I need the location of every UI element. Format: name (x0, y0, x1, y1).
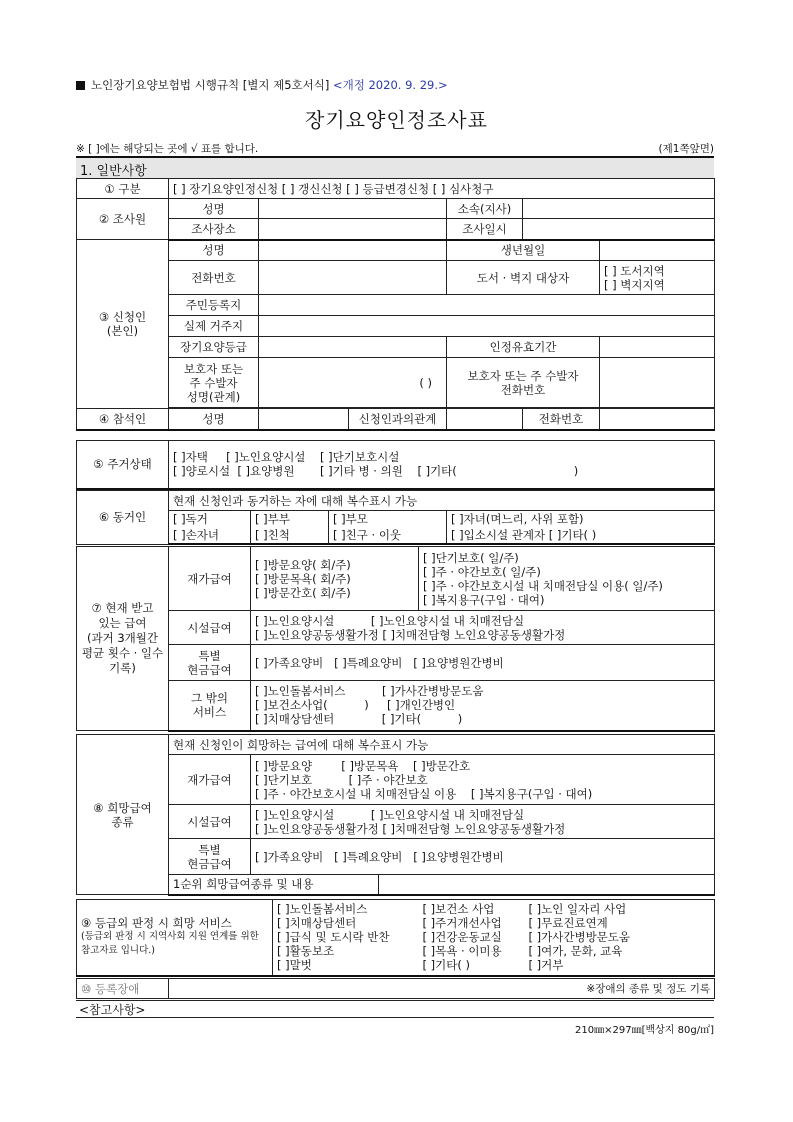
rrn-field[interactable] (259, 295, 715, 316)
label-desired-benefit: ⑧ 희망급여 종류 (77, 735, 169, 895)
current-benefit-table (76, 546, 715, 732)
opt-friends[interactable]: [ ]친구 · 이웃 (329, 527, 447, 544)
non-grade-col-3[interactable] (525, 900, 715, 976)
label-current-benefit: ⑦ 현재 받고 있는 급여 (과거 3개월간 평균 횟수 · 일수 기록) (77, 547, 169, 731)
label-attendee: ④ 참석인 (77, 409, 169, 430)
rule-ref: 노인장기요양보험법 시행규칙 [별지 제5호서식] (91, 78, 330, 92)
relation-field[interactable] (447, 409, 523, 430)
cohabitant-table (76, 490, 715, 545)
non-grade-table (76, 899, 715, 977)
home-care-right[interactable] (419, 547, 715, 611)
label-attendee-phone: 전화번호 (523, 409, 600, 430)
non-grade-title: ⑨ 등급외 판정 시 희망 서비스 (81, 916, 232, 931)
island-opt-2[interactable]: [ ] 벽지지역 (604, 277, 665, 292)
facility-line-2[interactable]: [ ]노인요양공동생활가정 [ ]치매전담형 노인요양공동생활가정 (255, 627, 566, 642)
ng-1-5[interactable]: [ ]말벗 (277, 958, 312, 973)
label-cash: 특별 현금급여 (169, 645, 251, 681)
opt-parents[interactable]: [ ]부모 (329, 511, 447, 528)
home-right-1[interactable]: [ ]단기보호( 일/주) (423, 550, 519, 565)
ng-3-2[interactable]: [ ]무료진료연계 (528, 916, 608, 931)
opt-children[interactable]: [ ]자녀(며느리, 사위 포함) (447, 511, 715, 528)
home-care-left[interactable] (251, 547, 419, 611)
disability-note: ※장애의 종류 및 정도 기록 (586, 982, 710, 995)
first-priority-field[interactable] (379, 875, 715, 895)
place-field[interactable] (259, 219, 447, 240)
affiliation-field[interactable] (523, 199, 715, 219)
other-line-1[interactable]: [ ]노인돌봄서비스 [ ]가사간병방문도움 (255, 684, 484, 699)
label-housing: ⑤ 주거상태 (77, 441, 169, 489)
opt-grandchildren[interactable]: [ ]손자녀 (169, 527, 251, 544)
label-desired-facility: 시설급여 (169, 805, 251, 839)
desired-facility-options[interactable] (251, 805, 715, 839)
opt-facility-other[interactable]: [ ]입소시설 관계자 [ ]기타( ) (447, 527, 715, 544)
label-cohabitant: ⑥ 동거인 (77, 491, 169, 545)
label-first-priority: 1순위 희망급여종류 및 내용 (169, 875, 379, 895)
ng-2-5[interactable]: [ ]기타( ) (422, 958, 470, 973)
residence-table (76, 440, 715, 490)
label-affiliation: 소속(지사) (447, 199, 523, 219)
residence-field[interactable] (259, 316, 715, 337)
non-grade-col-2[interactable] (419, 900, 525, 976)
ng-2-1[interactable]: [ ]보건소 사업 (422, 902, 495, 917)
cohabitant-header: 현재 신청인과 동거하는 자에 대해 복수표시 가능 (169, 491, 715, 511)
disability-table (76, 978, 715, 999)
cash-options[interactable]: [ ]가족요양비 [ ]특례요양비 [ ]요양병원간병비 (251, 645, 715, 681)
note-text: ※ [ ]에는 해당되는 곳에 √ 표를 합니다. (76, 143, 259, 155)
ng-2-4[interactable]: [ ]목욕 · 이미용 (422, 944, 502, 959)
ng-1-1[interactable]: [ ]노인돌봄서비스 (277, 902, 368, 917)
attendee-phone-field[interactable] (600, 409, 715, 430)
label-residence: 실제 거주지 (169, 316, 259, 337)
facility-options[interactable] (251, 611, 715, 645)
ng-1-2[interactable]: [ ]치매상담센터 (277, 916, 357, 931)
label-valid: 인정유효기간 (447, 337, 600, 358)
desired-benefit-table (76, 734, 715, 896)
other-line-2[interactable]: [ ]보건소사업( ) [ ]개인간병인 (255, 698, 456, 713)
label-applicant: ③ 신청인 (본인) (77, 240, 169, 409)
inv-name-field[interactable] (259, 199, 447, 219)
label-birth: 생년월일 (447, 240, 600, 261)
ng-3-5[interactable]: [ ]거부 (528, 958, 564, 973)
phone-field[interactable] (259, 261, 447, 295)
desired-home-3[interactable]: [ ]주 · 야간보호시설 내 치매전담실 이용 [ ]복지용구(구입 · 대여) (255, 786, 593, 801)
reference-notes: <참고사항> (76, 1000, 714, 1018)
label-grade: 장기요양등급 (169, 337, 259, 358)
non-grade-sub: (등급외 판정 시 지역사회 지원 연계를 위한 참고자료 입니다.) (81, 931, 259, 957)
desired-header: 현재 신청인이 희망하는 급여에 대해 복수표시 가능 (169, 735, 715, 755)
label-phone: 전화번호 (169, 261, 259, 295)
desired-home-1[interactable]: [ ]방문요양 [ ]방문목욕 [ ]방문간호 (255, 758, 471, 773)
home-left-3[interactable]: [ ]방문간호( 회/주) (255, 585, 351, 600)
desired-home-options[interactable] (251, 755, 715, 805)
section-general: 1. 일반사항 (76, 156, 714, 178)
desired-facility-2[interactable]: [ ]노인요양공동생활가정 [ ]치매전담형 노인요양공동생활가정 (255, 821, 566, 836)
guardian-field[interactable] (259, 358, 447, 408)
label-category: ① 구분 (77, 179, 169, 199)
desired-cash-options[interactable]: [ ]가족요양비 [ ]특례요양비 [ ]요양병원간병비 (251, 839, 715, 875)
home-right-4[interactable]: [ ]복지용구(구입 · 대여) (423, 592, 545, 607)
opt-alone[interactable]: [ ]독거 (169, 511, 251, 528)
label-desired-cash: 특별 현금급여 (169, 839, 251, 875)
relation-paren: ( ) (419, 375, 432, 390)
label-inv-name: 성명 (169, 199, 259, 219)
home-right-3[interactable]: [ ]주 · 야간보호시설 내 치매전담실 이용( 일/주) (423, 578, 663, 593)
page-title: 장기요양인정조사표 (305, 108, 488, 132)
ng-1-3[interactable]: [ ]급식 및 도시락 반찬 (277, 930, 390, 945)
valid-field[interactable] (600, 337, 715, 358)
square-bullet-icon (76, 81, 85, 90)
home-left-2[interactable]: [ ]방문목욕( 회/주) (255, 571, 351, 586)
ng-3-1[interactable]: [ ]노인 일자리 사업 (528, 902, 627, 917)
instruction-note (76, 141, 714, 156)
page-side: (제1쪽앞면) (658, 143, 714, 155)
revision-date: <개정 2020. 9. 29.> (332, 78, 448, 92)
ng-3-3[interactable]: [ ]가사간병방문도움 (528, 930, 630, 945)
label-non-grade (77, 900, 273, 976)
guardian-phone-field[interactable] (600, 358, 715, 408)
island-options[interactable] (600, 261, 715, 295)
attendee-name-field[interactable] (259, 409, 349, 430)
label-facility: 시설급여 (169, 611, 251, 645)
facility-line-1[interactable]: [ ]노인요양시설 [ ]노인요양시설 내 치매전담실 (255, 613, 525, 628)
island-opt-1[interactable]: [ ] 도서지역 (604, 263, 665, 278)
label-desired-home: 재가급여 (169, 755, 251, 805)
label-home-care: 재가급여 (169, 547, 251, 611)
other-line-3[interactable]: [ ]치매상담센터 [ ]기타( ) (255, 712, 463, 727)
home-left-1[interactable]: [ ]방문요양( 회/주) (255, 557, 351, 572)
form-header (76, 77, 448, 93)
category-options[interactable]: [ ] 장기요양인정신청 [ ] 갱신신청 [ ] 등급변경신청 [ ] 심사청구 (169, 179, 715, 199)
paper-spec: 210㎜×297㎜[백상지 80g/㎡] (575, 1025, 714, 1036)
housing-options[interactable] (169, 441, 715, 489)
label-guardian-phone: 보호자 또는 주 수발자 전화번호 (447, 358, 600, 408)
ng-2-2[interactable]: [ ]주거개선사업 (422, 916, 502, 931)
disability-field[interactable] (169, 979, 715, 999)
label-applicant-name: 성명 (169, 240, 259, 261)
ng-1-4[interactable]: [ ]활동보조 (277, 944, 335, 959)
ng-3-4[interactable]: [ ]여가, 문화, 교육 (528, 944, 623, 959)
birth-field[interactable] (600, 240, 715, 261)
home-right-2[interactable]: [ ]주 · 야간보호( 일/주) (423, 564, 541, 579)
other-service-options[interactable] (251, 681, 715, 731)
opt-relatives[interactable]: [ ]친척 (251, 527, 329, 544)
desired-facility-1[interactable]: [ ]노인요양시설 [ ]노인요양시설 내 치매전담실 (255, 807, 525, 822)
label-date: 조사일시 (447, 219, 523, 240)
housing-line-1[interactable]: [ ]자택 [ ]노인요양시설 [ ]단기보호시설 (173, 450, 400, 465)
date-field[interactable] (523, 219, 715, 240)
label-relation: 신청인과의관계 (349, 409, 447, 430)
opt-spouse[interactable]: [ ]부부 (251, 511, 329, 528)
label-island: 도서 · 벽지 대상자 (447, 261, 600, 295)
label-rrn: 주민등록지 (169, 295, 259, 316)
general-table (76, 178, 715, 431)
applicant-name-field[interactable] (259, 240, 447, 261)
non-grade-col-1[interactable] (273, 900, 419, 976)
housing-line-2[interactable]: [ ]양로시설 [ ]요양병원 [ ]기타 병 · 의원 [ ]기타( ) (173, 464, 579, 479)
label-other-service: 그 밖의 서비스 (169, 681, 251, 731)
label-guardian: 보호자 또는 주 수발자 성명(관계) (169, 358, 259, 408)
label-investigator: ② 조사원 (77, 199, 169, 240)
desired-home-2[interactable]: [ ]단기보호 [ ]주 · 야간보호 (255, 772, 428, 787)
label-attendee-name: 성명 (169, 409, 259, 430)
grade-field[interactable] (259, 337, 447, 358)
ng-2-3[interactable]: [ ]건강운동교실 (422, 930, 502, 945)
label-place: 조사장소 (169, 219, 259, 240)
label-disability: ⑩ 등록장애 (77, 979, 169, 999)
